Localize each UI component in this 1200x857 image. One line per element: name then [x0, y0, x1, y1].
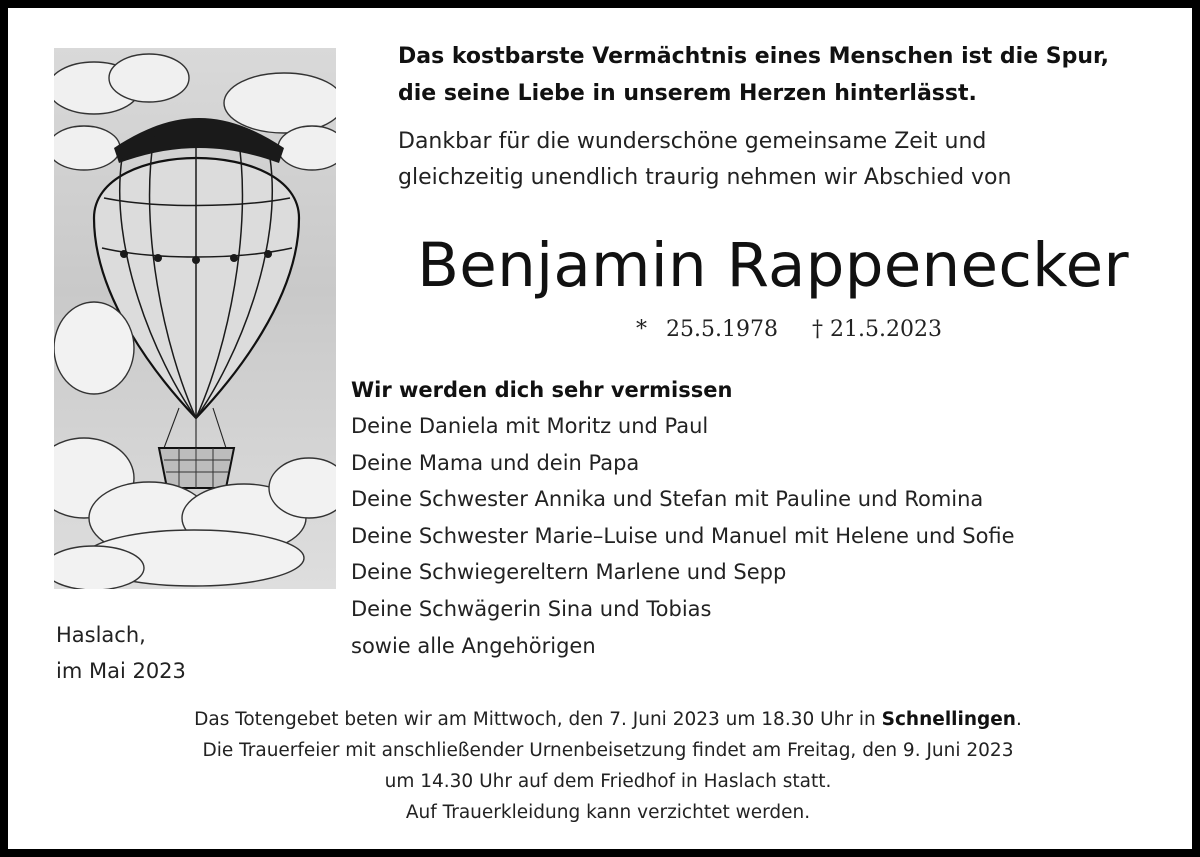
quote-line-1: Das kostbarste Vermächtnis eines Menschen ist die Spur, — [398, 44, 1110, 69]
list-item: sowie alle Angehörigen — [351, 633, 596, 658]
memorial-quote — [398, 38, 1188, 112]
born-symbol: * — [636, 317, 647, 342]
death-date: 21.5.2023 — [829, 317, 942, 342]
list-item: Deine Schwägerin Sina und Tobias — [351, 596, 712, 621]
quote-line-2: die seine Liebe in unserem Herzen hinterlässt. — [398, 81, 977, 106]
list-item: Deine Schwester Annika und Stefan mit Pauline und Romina — [351, 487, 984, 512]
died-symbol: † — [811, 317, 823, 342]
birth-date: 25.5.1978 — [666, 317, 778, 342]
list-item: Deine Daniela mit Moritz und Paul — [351, 414, 709, 438]
life-dates — [636, 312, 966, 348]
mourners-heading: Wir werden dich sehr vermissen — [351, 378, 733, 402]
list-item: Deine Mama und dein Papa — [351, 450, 640, 475]
hot-air-balloon-drawing — [54, 48, 336, 589]
list-item: Deine Schwester Marie–Luise und Manuel mit Helene und Sofie — [351, 523, 1015, 548]
service-info — [8, 704, 1200, 828]
service-line-4: Auf Trauerkleidung kann verzichtet werden. — [405, 802, 811, 823]
service-line-2: Die Trauerfeier mit anschließender Urnenbeisetzung findet am Freitag, den 9. Juni 2023 — [202, 740, 1014, 761]
service-line-1-end: . — [1015, 709, 1022, 730]
deceased-name: Benjamin Rappenecker — [417, 230, 1129, 301]
balloon-illustration — [54, 48, 336, 589]
list-item: Deine Schwiegereltern Marlene und Sepp — [351, 560, 787, 585]
place-line-2: im Mai 2023 — [56, 659, 186, 683]
intro-line-1: Dankbar für die wunderschöne gemeinsame Zeit und — [398, 129, 987, 154]
service-location: Schnellingen — [881, 709, 1016, 730]
mourners-list — [351, 408, 1015, 664]
intro-text — [398, 124, 1188, 196]
intro-line-2: gleichzeitig unendlich traurig nehmen wir Abschied von — [398, 165, 1012, 190]
service-line-1-text: Das Totengebet beten wir am Mittwoch, den 7. Juni 2023 um 18.30 Uhr in — [194, 709, 882, 730]
service-line-3: um 14.30 Uhr auf dem Friedhof in Haslach statt. — [384, 771, 832, 792]
service-line-1 — [8, 704, 1200, 735]
place-and-date — [56, 617, 186, 689]
place-line-1: Haslach, — [56, 623, 146, 647]
